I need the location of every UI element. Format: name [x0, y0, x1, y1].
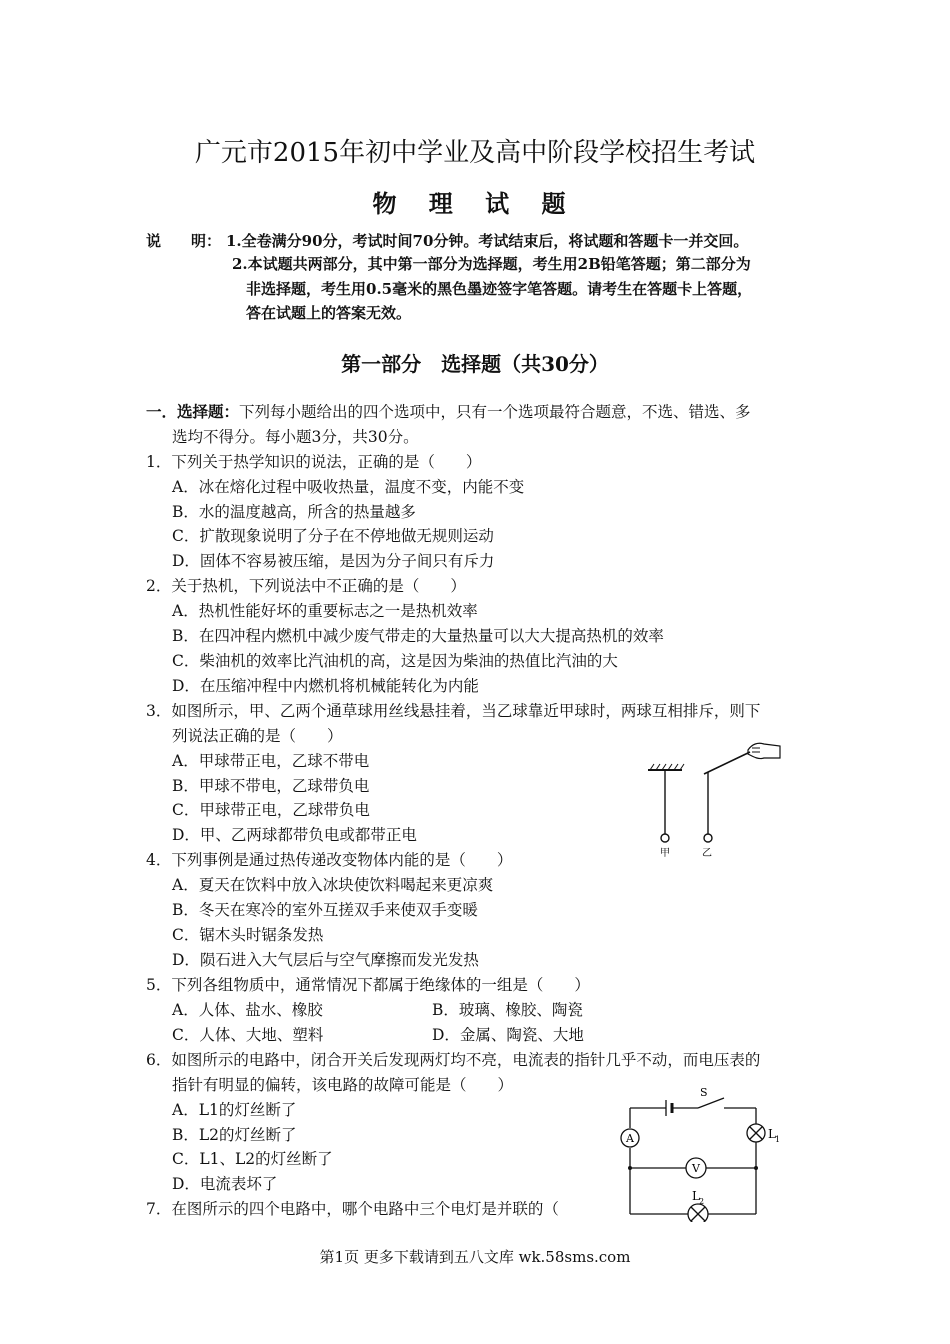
question-6-stem-2: 指针有明显的偏转，该电路的故障可能是（ ） — [172, 1076, 514, 1094]
lamp1-sub: 1 — [775, 1135, 781, 1144]
question-1-stem: 1．下列关于热学知识的说法，正确的是（ ） — [146, 453, 482, 471]
question-3-option-d: D．甲、乙两球都带负电或都带正电 — [172, 826, 417, 844]
page-footer: 第1页 更多下载请到五八文库 wk.58sms.com — [319, 1248, 631, 1266]
question-6-option-b: B．L2的灯丝断了 — [172, 1126, 297, 1144]
question-4-option-b: B．冬天在寒冷的室外互搓双手来使双手变暖 — [172, 901, 478, 919]
lamp1-label: L — [768, 1127, 776, 1141]
notes-line-4: 答在试题上的答案无效。 — [246, 304, 412, 322]
question-2-option-d: D．在压缩冲程中内燃机将机械能转化为内能 — [172, 677, 479, 695]
question-2-option-a: A．热机性能好坏的重要标志之一是热机效率 — [172, 602, 478, 620]
question-1-option-b: B．水的温度越高，所含的热量越多 — [172, 503, 416, 521]
circuit-figure — [612, 1082, 792, 1222]
question-3-stem-2: 列说法正确的是（ ） — [172, 727, 343, 745]
question-3-stem: 3．如图所示，甲、乙两个通草球用丝线悬挂着，当乙球靠近甲球时，两球互相排斥，则下 — [146, 702, 761, 720]
question-5-option-a: A．人体、盐水、橡胶 — [172, 1001, 323, 1019]
question-2-option-b: B．在四冲程内燃机中减少废气带走的大量热量可以大大提高热机的效率 — [172, 627, 664, 645]
lamp2-sub: 2 — [699, 1197, 705, 1206]
ball-jia-label: 甲 — [660, 848, 670, 859]
question-1-option-a: A．冰在熔化过程中吸收热量，温度不变，内能不变 — [172, 478, 525, 496]
lamp2-label: L — [692, 1189, 700, 1203]
notes-line-3: 非选择题，考生用0.5毫米的黑色墨迹签字笔答题。请考生在答题卡上答题， — [246, 280, 753, 298]
ammeter-label: A — [626, 1132, 634, 1145]
question-6-option-a: A．L1的灯丝断了 — [172, 1101, 297, 1119]
question-4-option-c: C．锯木头时锯条发热 — [172, 926, 324, 944]
question-3-option-a: A．甲球带正电，乙球不带电 — [172, 752, 370, 770]
question-4-option-a: A．夏天在饮料中放入冰块使饮料喝起来更凉爽 — [172, 876, 494, 894]
question-4-option-d: D．陨石进入大气层后与空气摩擦而发光发热 — [172, 951, 479, 969]
question-5-option-b: B．玻璃、橡胶、陶瓷 — [432, 1001, 583, 1019]
question-1-option-d: D．固体不容易被压缩，是因为分子间只有斥力 — [172, 552, 495, 570]
question-5-stem: 5．下列各组物质中，通常情况下都属于绝缘体的一组是（ ） — [146, 976, 590, 994]
voltmeter-label: V — [692, 1162, 700, 1175]
question-5-option-d: D．金属、陶瓷、大地 — [432, 1026, 584, 1044]
notes-line-1: 1.全卷满分90分，考试时间70分钟。考试结束后，将试题和答题卡一并交回。 — [226, 232, 749, 250]
question-6-option-d: D．电流表坏了 — [172, 1175, 278, 1193]
page-title: 广元市2015年初中学业及高中阶段学校招生考试 — [194, 138, 756, 168]
section-instruction: 下列每小题给出的四个选项中，只有一个选项最符合题意，不选、错选、多 — [239, 403, 751, 421]
question-5-option-c: C．人体、大地、塑料 — [172, 1026, 324, 1044]
notes-label: 说 明： — [146, 232, 222, 250]
ball-yi-label: 乙 — [702, 848, 712, 859]
question-1-option-c: C．扩散现象说明了分子在不停地做无规则运动 — [172, 527, 494, 545]
question-6-option-c: C．L1、L2的灯丝断了 — [172, 1150, 333, 1168]
question-6-stem: 6．如图所示的电路中，闭合开关后发现两灯均不亮，电流表的指针几乎不动，而电压表的 — [146, 1051, 761, 1069]
question-3-option-b: B．甲球不带电，乙球带负电 — [172, 777, 370, 795]
question-4-stem: 4．下列事例是通过热传递改变物体内能的是（ ） — [146, 851, 513, 869]
hanging-balls-figure — [640, 738, 790, 860]
question-2-option-c: C．柴油机的效率比汽油机的高，这是因为柴油的热值比汽油的大 — [172, 652, 618, 670]
question-2-stem: 2．关于热机，下列说法中不正确的是（ ） — [146, 577, 466, 595]
section-heading: 一．选择题： — [146, 402, 240, 421]
section-instruction-2: 选均不得分。每小题3分，共30分。 — [172, 428, 419, 446]
question-3-option-c: C．甲球带正电，乙球带负电 — [172, 801, 370, 819]
page-subtitle: 物 理 试 题 — [372, 189, 578, 218]
switch-label: S — [700, 1086, 708, 1099]
part1-title: 第一部分 选择题（共30分） — [341, 352, 609, 376]
question-7-stem: 7．在图所示的四个电路中，哪个电路中三个电灯是并联的（ — [146, 1200, 559, 1218]
notes-line-2: 2.本试题共两部分，其中第一部分为选择题，考生用2B铅笔答题；第二部分为 — [232, 255, 751, 273]
